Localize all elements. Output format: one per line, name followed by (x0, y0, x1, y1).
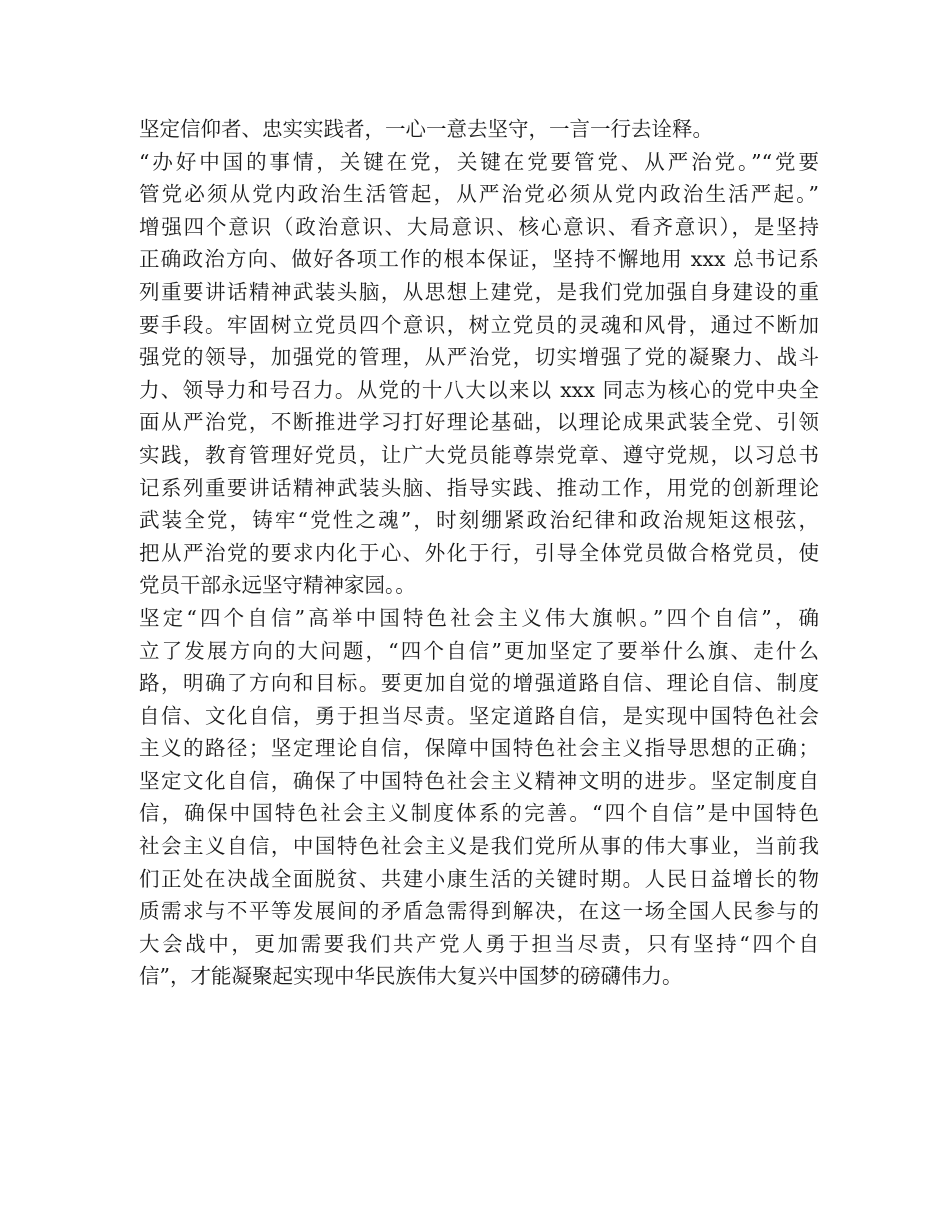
text-line: 们正处在决战全面脱贫、共建小康生活的关键时期。人民日益增长的物 (139, 866, 819, 891)
text-line: 信，确保中国特色社会主义制度体系的完善。“四个自信”是中国特色 (139, 801, 819, 826)
text-line: 党员干部永远坚守精神家园。。 (139, 573, 416, 598)
text-line: 把从严治党的要求内化于心、外化于行，引导全体党员做合格党员，使 (139, 540, 819, 565)
text-line: 增强四个意识（政治意识、大局意识、核心意识、看齐意识），是坚持 (139, 214, 819, 239)
text-line: 坚定信仰者、忠实实践者，一心一意去坚守，一言一行去诠释。 (139, 117, 713, 141)
text-line: 列重要讲话精神武装头脑，从思想上建党，是我们党加强自身建设的重 (139, 279, 819, 304)
text-line: 记系列重要讲话精神武装头脑、指导实践、推动工作，用党的创新理论 (139, 475, 819, 500)
text-line: 强党的领导，加强党的管理，从严治党，切实增强了党的凝聚力、战斗 (139, 345, 819, 370)
text-line: 质需求与不平等发展间的矛盾急需得到解决，在这一场全国人民参与的 (139, 899, 819, 924)
text-line: 实践，教育管理好党员，让广大党员能尊崇党章、遵守党规，以习总书 (139, 442, 819, 467)
text-line: 正确政治方向、做好各项工作的根本保证，坚持不懈地用 xxx 总书记系 (139, 247, 819, 272)
text-line: 管党必须从党内政治生活管起，从严治党必须从党内政治生活严起。” (139, 182, 819, 207)
text-line: 坚定文化自信，确保了中国特色社会主义精神文明的进步。坚定制度自 (139, 768, 819, 793)
text-line: 立了发展方向的大问题，“四个自信”更加坚定了要举什么旗、走什么 (139, 638, 819, 663)
text-line: 主义的路径；坚定理论自信，保障中国特色社会主义指导思想的正确； (139, 736, 819, 761)
text-line: 要手段。牢固树立党员四个意识，树立党员的灵魂和风骨，通过不断加 (139, 312, 819, 337)
text-line: 自信、文化自信，勇于担当尽责。坚定道路自信，是实现中国特色社会 (139, 703, 819, 728)
text-line: 面从严治党，不断推进学习打好理论基础，以理论成果武装全党、引领 (139, 410, 819, 435)
body-text (139, 113, 819, 993)
text-line: 坚定“四个自信”高举中国特色社会主义伟大旗帜。”四个自信”，确 (139, 605, 819, 630)
text-line: 武装全党，铸牢“党性之魂”，时刻绷紧政治纪律和政治规矩这根弦， (139, 508, 819, 533)
text-line: 大会战中，更加需要我们共产党人勇于担当尽责，只有坚持“四个自 (139, 931, 819, 956)
text-line: 信”，才能凝聚起实现中华民族伟大复兴中国梦的磅礴伟力。 (139, 964, 683, 989)
text-line: 路，明确了方向和目标。要更加自觉的增强道路自信、理论自信、制度 (139, 671, 819, 696)
text-line: 社会主义自信，中国特色社会主义是我们党所从事的伟大事业，当前我 (139, 834, 819, 859)
text-line: “办好中国的事情，关键在党，关键在党要管党、从严治党。”“党要 (139, 149, 819, 174)
text-line: 力、领导力和号召力。从党的十八大以来以 xxx 同志为核心的党中央全 (139, 377, 819, 402)
